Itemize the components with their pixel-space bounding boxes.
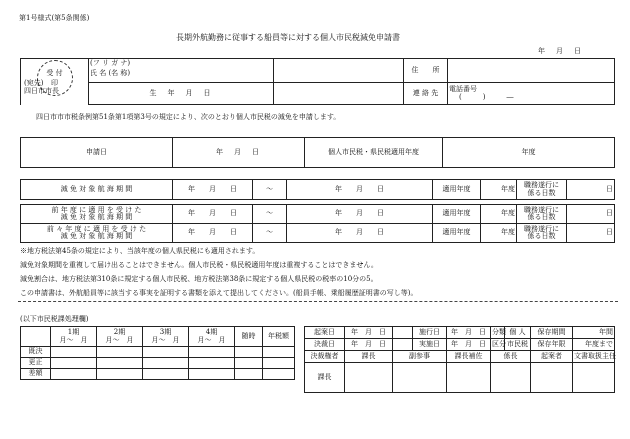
kian-date-label: 起案日: [305, 327, 345, 339]
period-2-year-label: 適用年度: [433, 205, 481, 224]
period-3-days-label-b: 係る日数: [527, 232, 556, 240]
kachohosa-seal-field[interactable]: [447, 363, 491, 393]
kacho-label: 課長: [345, 351, 393, 363]
shiko-date-field[interactable]: 年 月 日: [447, 327, 491, 339]
kubun-label-b: 区分: [491, 339, 505, 351]
form-title: 長期外航勤務に従事する船員等に対する個人市民税減免申請書: [176, 33, 400, 42]
period-1-tilde: ～: [253, 180, 287, 200]
period-3-months: 月～ 月: [151, 335, 180, 344]
contact-label: 連 絡 先: [404, 83, 448, 105]
annual-tax-header: 年税額: [263, 327, 295, 347]
address-field[interactable]: [448, 59, 615, 83]
name-field[interactable]: [274, 59, 404, 83]
hozon-field[interactable]: 年間: [573, 327, 615, 339]
note-1: ※地方税法第45条の規定により、当該年度の個人県民税にも適用されます。: [20, 247, 260, 255]
bunsho-label: 文書取扱主任: [573, 351, 615, 363]
hozon-end-field[interactable]: 年度まで: [573, 339, 615, 351]
kian-date-field[interactable]: 年 月 日: [345, 327, 393, 339]
kojin-label: 個 人: [505, 327, 531, 339]
note-4: この申請書は、外航船員等に該当する事実を証明する書類を添えて提出してください。(船員手帳、乗船履歴証明書の写し等)。: [20, 289, 418, 297]
period-1-year-field[interactable]: 年度: [481, 180, 517, 200]
period-4-header: 4期: [205, 328, 218, 337]
kessai-date-field[interactable]: 年 月 日: [345, 339, 393, 351]
period-3-tilde: ～: [253, 224, 287, 243]
jisshi-date-field[interactable]: 年 月 日: [447, 339, 491, 351]
birthdate-field[interactable]: [274, 83, 404, 105]
phone-field[interactable]: ( ) ―: [459, 92, 514, 101]
row-sagaku-label: 差額: [21, 369, 51, 380]
kessaisha-label: 決裁権者: [305, 351, 345, 363]
apply-date-label: 申請日: [21, 138, 173, 168]
approval-table: [304, 326, 615, 393]
period-1-year-label: 適用年度: [433, 180, 481, 200]
period-row-1-label: 減 免 対 象 航 海 期 間: [21, 180, 173, 200]
row-kosei-label: 更正: [21, 358, 51, 369]
note-3: 減免割合は、地方税法第310条に規定する個人市民税、地方税法第38条に規定する個人県民税の税率の10分の5。: [20, 275, 378, 283]
period-3-start[interactable]: 年 月 日: [173, 224, 253, 243]
hozon-label: 保存期間: [531, 327, 573, 339]
application-statement: 四日市市市税条例第51条第1項第3号の規定により、次のとおり個人市民税の減免を申請します。: [36, 113, 341, 121]
fukusanji-label: 副参事: [393, 351, 447, 363]
form-number: 第1号様式(第5条関係): [19, 14, 90, 22]
period-row-2-label-b: 減 免 対 象 航 海 期 間: [60, 213, 133, 221]
period-1-start[interactable]: 年 月 日: [173, 180, 253, 200]
period-2-header: 2期: [113, 328, 126, 337]
submit-date: 年 月 日: [538, 47, 583, 55]
notes: [20, 244, 417, 300]
kacho2-label: 課長: [305, 363, 345, 393]
hozon-end-label: 保存年限: [531, 339, 573, 351]
office-use-header: (以下市民税課処理欄): [20, 315, 89, 323]
period-2-year-field[interactable]: 年度: [481, 205, 517, 224]
period-3-days-field[interactable]: 日: [567, 224, 615, 243]
period-2-days-label-a: 職務遂行に: [524, 205, 559, 214]
furigana-label: (フ リ ガ ナ): [90, 59, 131, 67]
stamp-label-1: 受 付: [46, 68, 63, 77]
cut-line-divider: [18, 301, 618, 302]
period-1-end[interactable]: 年 月 日: [287, 180, 433, 200]
stamp-label-2: 印: [51, 79, 58, 87]
period-1-days-label-b: 係る日数: [527, 188, 556, 197]
period-2-days-label-b: 係る日数: [527, 213, 556, 221]
kakaricho-label: 係長: [491, 351, 531, 363]
period-1-months: 月～ 月: [59, 335, 88, 344]
kacho-seal-field[interactable]: [345, 363, 393, 393]
applicant-table: [20, 58, 615, 105]
period-row-2-label-a: 前 年 度 に 適 用 を 受 け た: [51, 205, 142, 214]
period-3-year-field[interactable]: 年度: [481, 224, 517, 243]
kubun-label-a: 分類: [491, 327, 505, 339]
voyage-period-table: [20, 179, 615, 243]
period-2-tilde: ～: [253, 205, 287, 224]
period-row-3-label-a: 前 々 年 度 に 適 用 を 受 け た: [46, 224, 147, 233]
period-1-days-label-a: 職務遂行に: [524, 181, 559, 190]
period-1-header: 1期: [67, 328, 80, 337]
period-3-year-label: 適用年度: [433, 224, 481, 243]
extra-header: 随時: [235, 327, 263, 347]
period-2-start[interactable]: 年 月 日: [173, 205, 253, 224]
bunsho-seal-field[interactable]: [573, 363, 615, 393]
tax-year-field[interactable]: 年度: [443, 138, 615, 168]
phone-label: 電話番号: [449, 85, 478, 94]
period-3-days-label-a: 職務遂行に: [524, 224, 559, 233]
kiansha-seal-field[interactable]: [531, 363, 573, 393]
fukusanji-seal-field[interactable]: [393, 363, 447, 393]
tax-year-label: 個人市民税・県民税適用年度: [305, 138, 443, 168]
application-date-table: [20, 137, 615, 168]
kakaricho-seal-field[interactable]: [491, 363, 531, 393]
period-4-months: 月～ 月: [197, 335, 226, 344]
kessai-date-label: 決裁日: [305, 339, 345, 351]
period-3-end[interactable]: 年 月 日: [287, 224, 433, 243]
addressee-label: (宛先): [24, 79, 44, 87]
jisshi-date-label: 実施日: [413, 339, 447, 351]
period-row-3-label-b: 減 免 対 象 航 海 期 間: [60, 232, 133, 240]
period-1-days-field[interactable]: 日: [567, 180, 615, 200]
tax-amount-table: [20, 326, 295, 380]
name-label: 氏 名 (名 称): [90, 69, 131, 78]
mayor-label: 四日市市長: [24, 86, 59, 95]
shiko-date-label: 施行日: [413, 327, 447, 339]
kiansha-label: 起案者: [531, 351, 573, 363]
kachohosa-label: 課長補佐: [447, 351, 491, 363]
row-kiketsu-label: 既決: [21, 347, 51, 358]
shiminzei-label: 市民税: [505, 339, 531, 351]
period-2-end[interactable]: 年 月 日: [287, 205, 433, 224]
address-label: 住 所: [404, 59, 448, 83]
note-2: 減免対象期間を重複して届け出ることはできません。個人市民税・県民税適用年度は重複することはできません。: [20, 261, 378, 269]
birthdate-label: 生 年 月 日: [89, 83, 274, 105]
period-3-header: 3期: [159, 328, 172, 337]
period-2-days-field[interactable]: 日: [567, 205, 615, 224]
apply-date-field[interactable]: 年 月 日: [173, 138, 305, 168]
period-2-months: 月～ 月: [105, 335, 134, 344]
